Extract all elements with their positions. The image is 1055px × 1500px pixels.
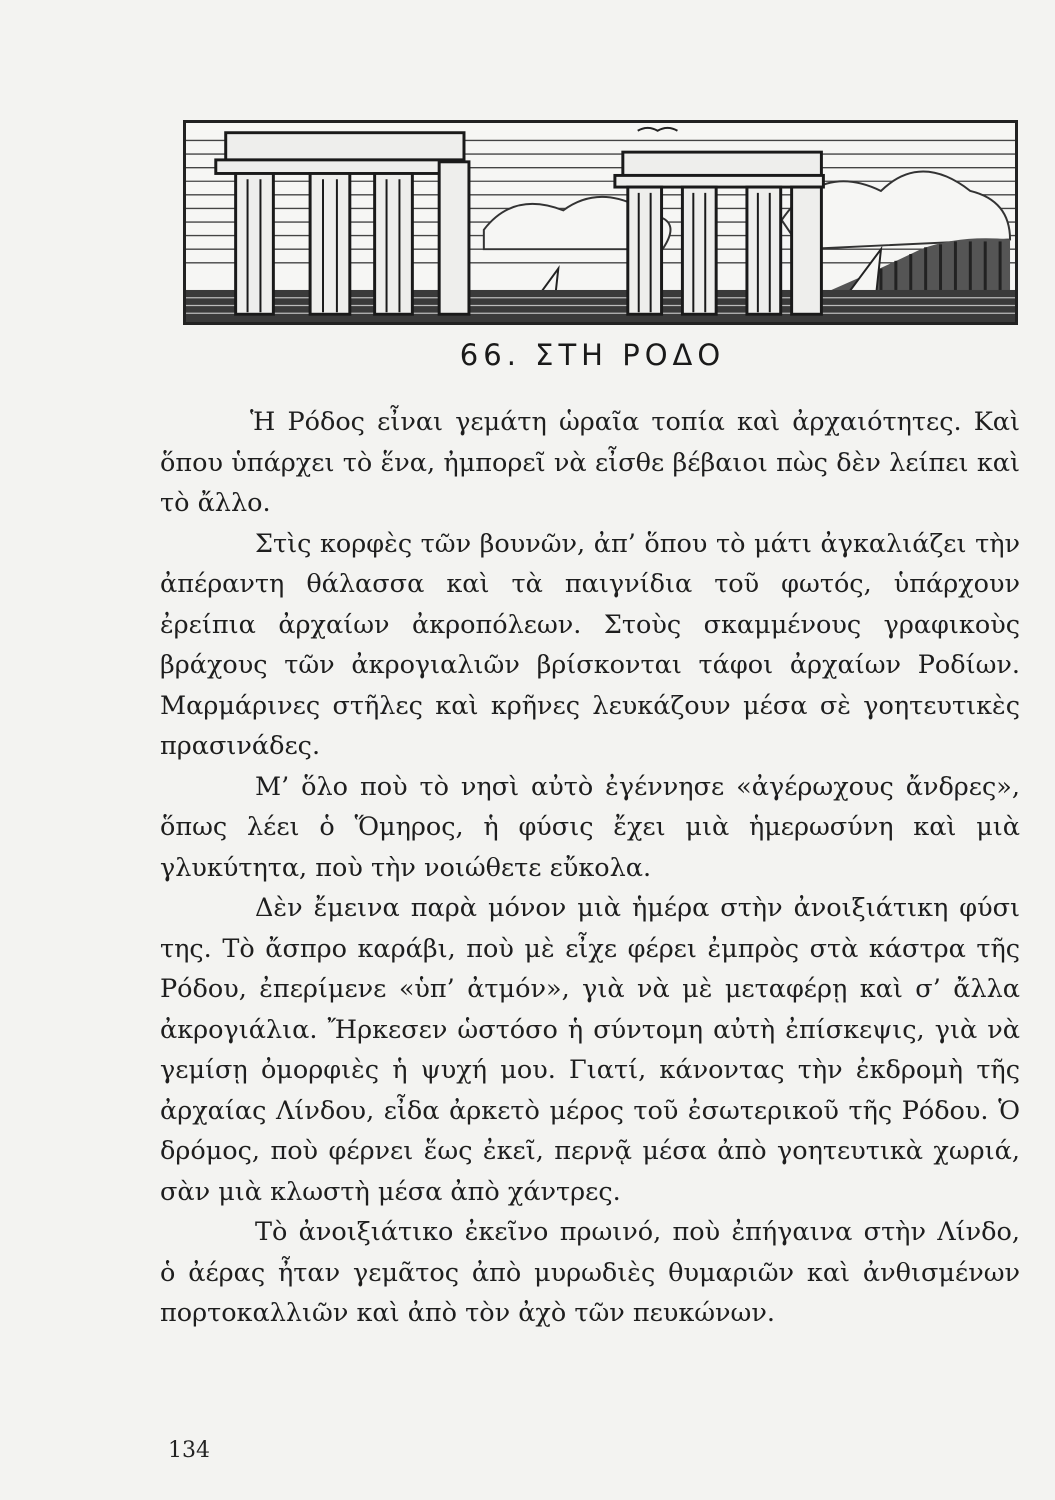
paragraph: Τὸ ἀνοιξιάτικο ἐκεῖνο πρωινό, ποὺ ἐπήγαινα στὴν Λίνδο, ὁ ἀέρας ἦταν γεμᾶτος ἀπὸ μυρωδιὲς θυμαριῶν καὶ ἀνθισμένων πορτοκαλλιῶν καὶ ἀπὸ τὸν ἀχὸ τῶν πευκώνων. — [160, 1217, 1020, 1328]
ruins-woodcut-illustration — [183, 120, 1018, 325]
paragraph: Δὲν ἔμεινα παρὰ μόνον μιὰ ἡμέρα στὴν ἀνοιξιάτικη φύσι της. Τὸ ἄσπρο καράβι, ποὺ μὲ εἶχε φέρει ἐμπρὸς στὰ κάστρα τῆς Ρόδου, ἐπερίμενε «ὑπ’ ἀτμόν», γιὰ νὰ μὲ μεταφέρῃ καὶ σ’ ἄλλα ἀκρογιάλια. Ἤρκεσεν ὡστόσο ἡ σύντομη αὐτὴ ἐπίσκεψις, γιὰ νὰ γεμίσῃ ὀμορφιὲς ἡ ψυχή μου. Γιατί, κάνοντας τὴν ἐκδρομὴ τῆς ἀρχαίας Λίνδου, εἶδα ἀρκετὸ μέρος τοῦ ἐσωτερικοῦ τῆς Ρόδου. Ὁ δρόμος, ποὺ φέρνει ἕως ἐκεῖ, περνᾷ μέσα ἀπὸ γοητευτικὰ χωριά, σὰν μιὰ κλωστὴ μέσα ἀπὸ χάντρες. — [160, 893, 1020, 1207]
temple-columns-image — [186, 123, 1015, 322]
chapter-heading — [0, 338, 1055, 372]
chapter-title: ΣΤΗ ΡΟΔΟ — [535, 338, 726, 372]
paragraph: Μ’ ὅλο ποὺ τὸ νησὶ αὐτὸ ἐγέννησε «ἀγέρωχους ἄνδρες», ὅπως λέει ὁ Ὅμηρος, ἡ φύσις ἔχει μιὰ ἡμερωσύνη καὶ μιὰ γλυκύτητα, ποὺ τὴν νοιώθετε εὔκολα. — [160, 771, 1020, 883]
paragraph: Στὶς κορφὲς τῶν βουνῶν, ἀπ’ ὅπου τὸ μάτι ἀγκαλιάζει τὴν ἀπέραντη θάλασσα καὶ τὰ παιγνίδια τοῦ φωτός, ὑπάρχουν ἐρείπια ἀρχαίων ἀκροπόλεων. Στοὺς σκαμμένους γραφικοὺς βράχους τῶν ἀκρογιαλιῶν βρίσκονται τάφοι ἀρχαίων Ροδίων. Μαρμάρινες στῆλες καὶ κρῆνες λευκάζουν μέσα σὲ γοητευτικὲς πρασινάδες. — [160, 528, 1020, 761]
chapter-number: 66. — [459, 338, 521, 372]
page-number: 134 — [168, 1438, 210, 1463]
chapter-body — [160, 402, 1020, 1334]
paragraph: Ἡ Ρόδος εἶναι γεμάτη ὡραῖα τοπία καὶ ἀρχαιότητες. Καὶ ὅπου ὑπάρχει τὸ ἕνα, ἠμπορεῖ νὰ εἶσθε βέβαιοι πὼς δὲν λείπει καὶ τὸ ἄλλο. — [160, 407, 1020, 518]
